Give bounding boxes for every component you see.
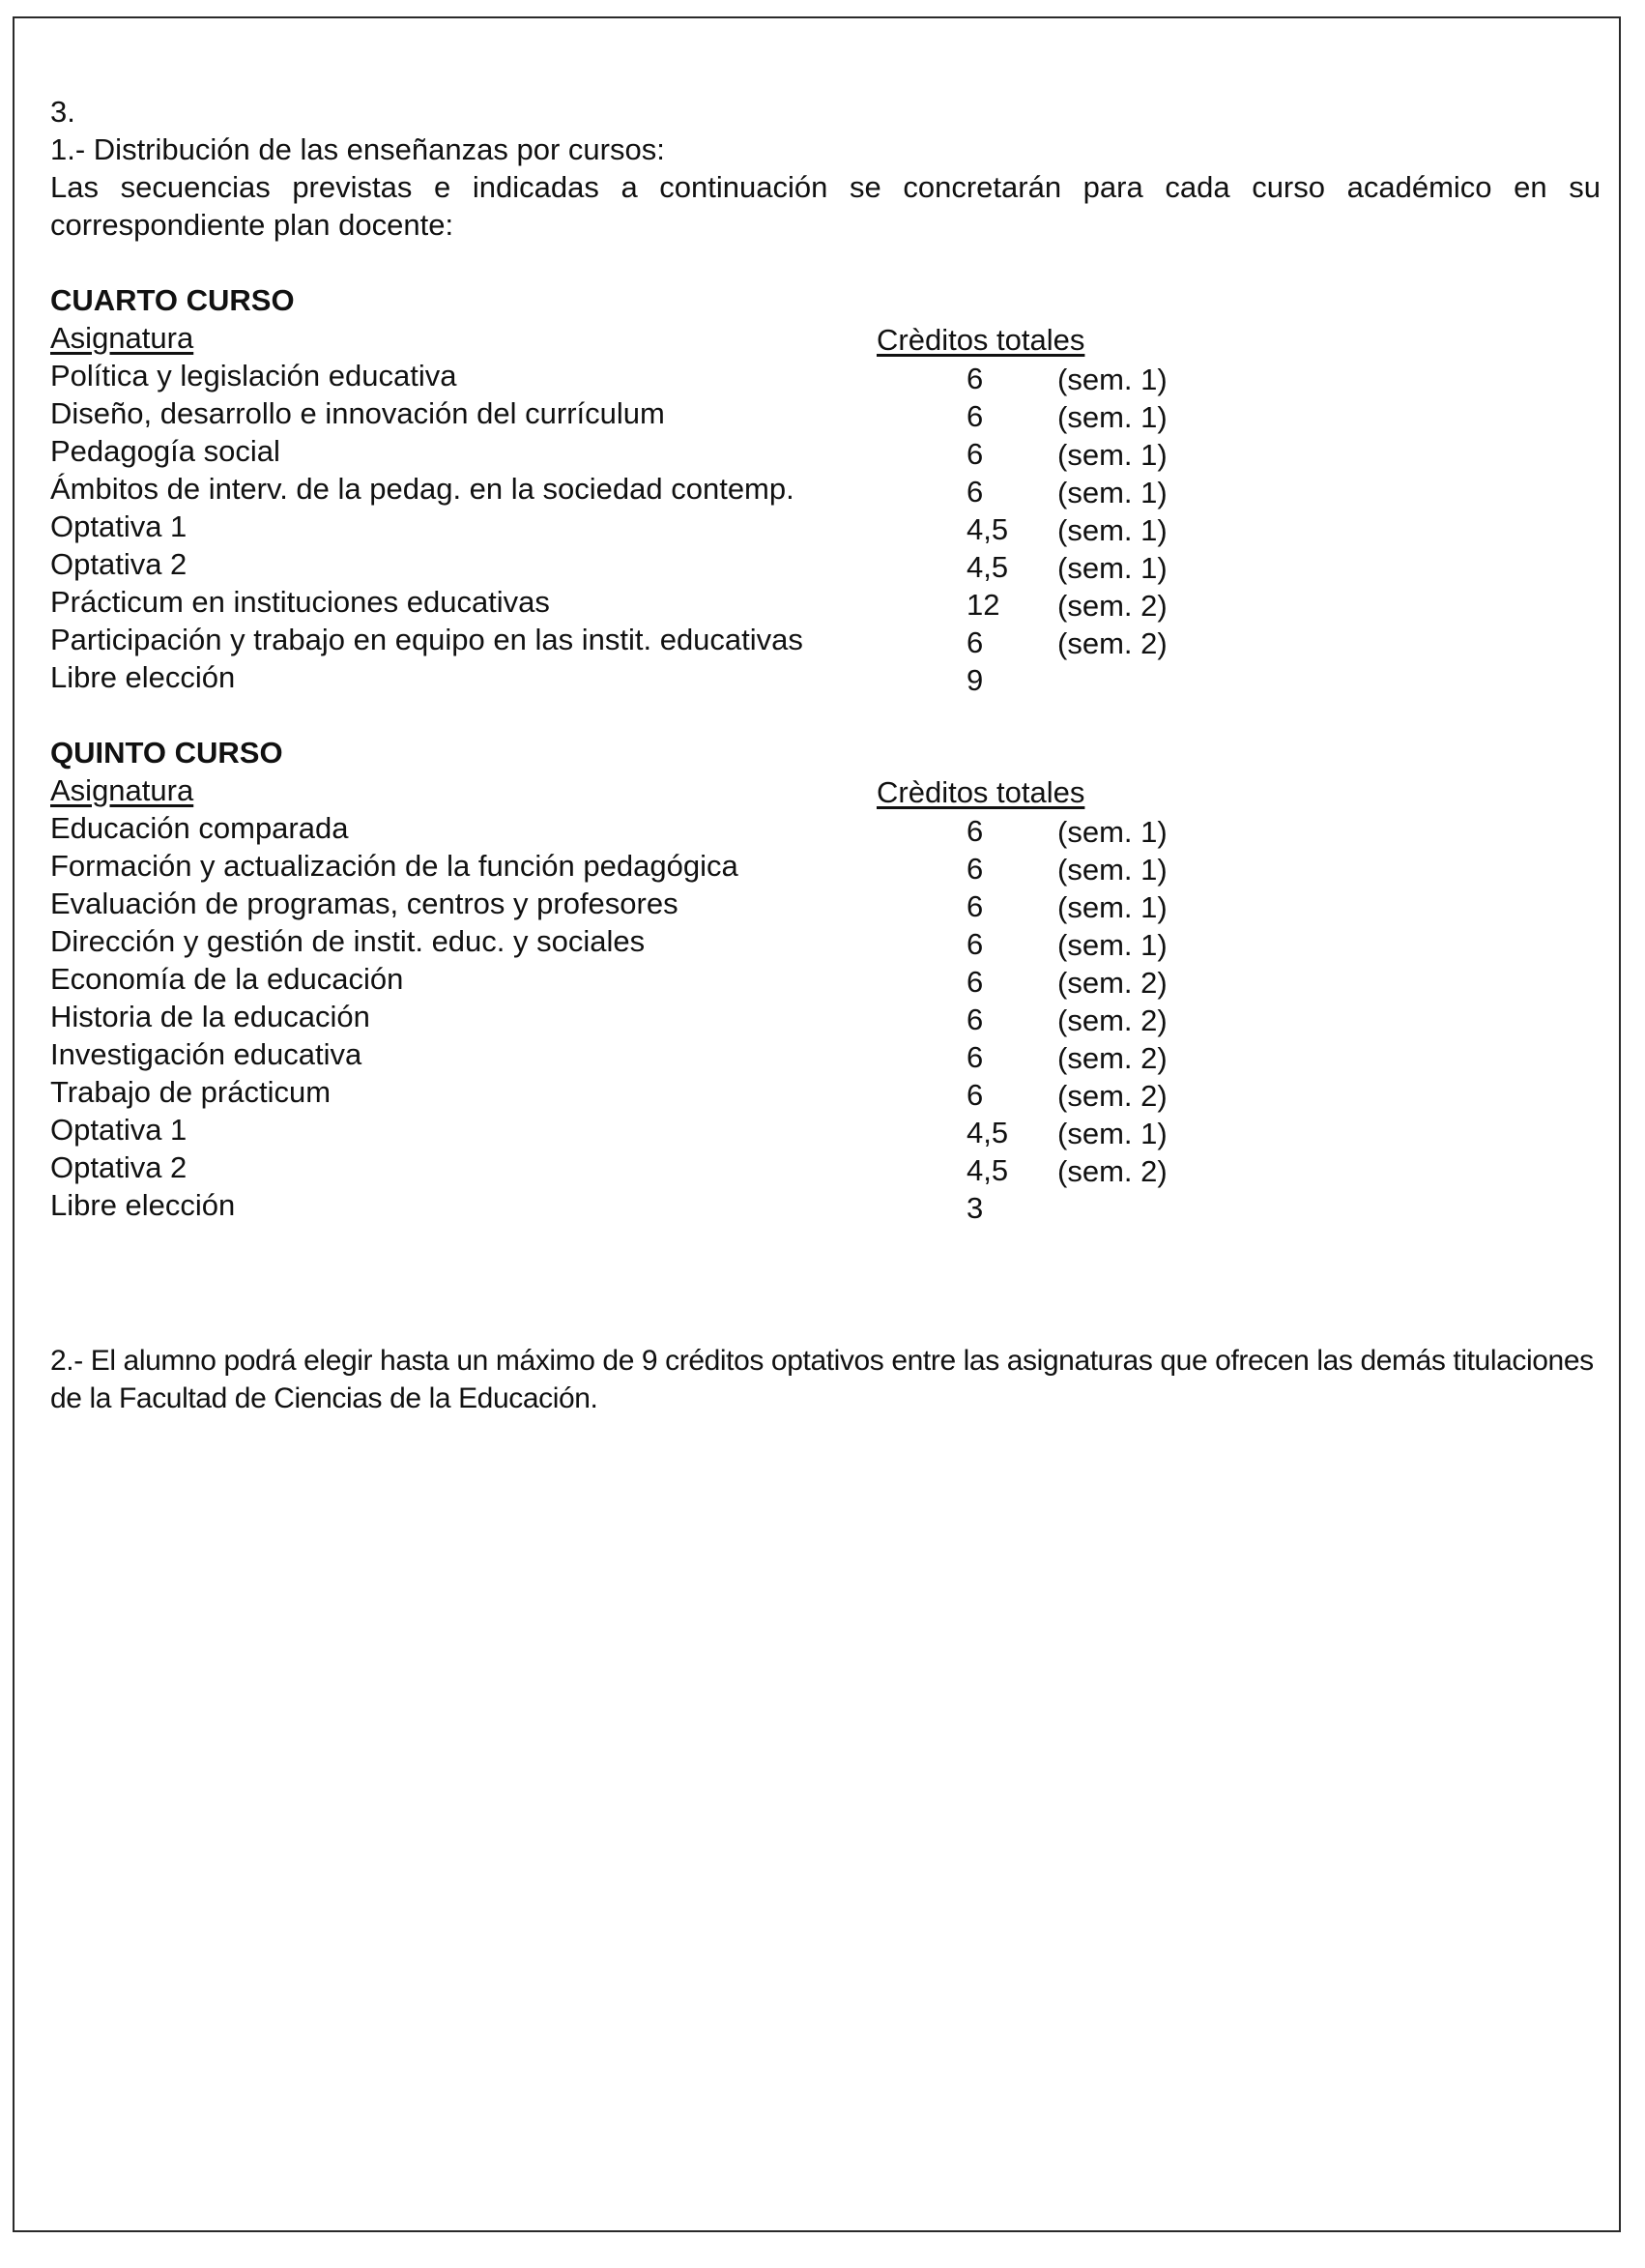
table-row — [50, 847, 1606, 885]
semester-value: (sem. 1) — [1057, 928, 1168, 962]
credits-value: 6 — [967, 965, 984, 999]
subject-name: Prácticum en instituciones educativas — [50, 585, 550, 619]
cuarto-table — [50, 357, 1606, 696]
semester-value: (sem. 1) — [1057, 513, 1168, 547]
semester-value: (sem. 1) — [1057, 438, 1168, 472]
subject-name: Libre elección — [50, 1188, 236, 1222]
cuarto-header-row — [50, 319, 1606, 357]
credits-value: 6 — [967, 814, 984, 848]
credits-value: 6 — [967, 475, 984, 509]
subject-name: Optativa 2 — [50, 547, 188, 581]
credits-value: 6 — [967, 625, 984, 659]
semester-value: (sem. 1) — [1057, 551, 1168, 585]
semester-value: (sem. 2) — [1057, 1154, 1168, 1188]
table-row — [50, 1111, 1606, 1149]
credits-value: 6 — [967, 1078, 984, 1112]
table-row — [50, 1186, 1606, 1224]
table-row — [50, 1035, 1606, 1073]
credits-value: 6 — [967, 1003, 984, 1036]
subject-name: Trabajo de prácticum — [50, 1075, 332, 1109]
credits-value: 6 — [967, 927, 984, 961]
semester-value: (sem. 1) — [1057, 815, 1168, 849]
semester-value: (sem. 1) — [1057, 890, 1168, 924]
credits-value: 9 — [967, 663, 984, 697]
credits-value: 4,5 — [967, 1153, 1009, 1187]
section-number: 3. — [50, 95, 75, 129]
cuarto-curso-title: CUARTO CURSO — [50, 283, 295, 317]
subject-name: Formación y actualización de la función pedagógica — [50, 849, 738, 883]
quinto-table — [50, 809, 1606, 1224]
subject-name: Pedagogía social — [50, 434, 280, 468]
credits-value: 12 — [967, 588, 1000, 622]
credits-value: 6 — [967, 1040, 984, 1074]
subject-name: Diseño, desarrollo e innovación del currículum — [50, 396, 665, 430]
credits-column-header: Crèditos totales — [877, 323, 1085, 357]
subject-name: Optativa 2 — [50, 1150, 188, 1184]
credits-value: 6 — [967, 362, 984, 395]
subject-name: Política y legislación educativa — [50, 359, 457, 393]
point2-text: 2.- El alumno podrá elegir hasta un máximo de 9 créditos optativos entre las asignaturas que ofrecen las demás titulaciones de la Facultad de Ciencias de la Educación. — [50, 1345, 1594, 1414]
table-row — [50, 621, 1606, 658]
table-row — [50, 922, 1606, 960]
table-row — [50, 470, 1606, 508]
table-row — [50, 885, 1606, 922]
subject-name: Dirección y gestión de instit. educ. y sociales — [50, 924, 646, 958]
table-row — [50, 1073, 1606, 1111]
semester-value: (sem. 2) — [1057, 626, 1168, 660]
semester-value: (sem. 2) — [1057, 589, 1168, 623]
subject-name: Participación y trabajo en equipo en las instit. educativas — [50, 623, 803, 656]
semester-value: (sem. 2) — [1057, 966, 1168, 1000]
table-row — [50, 583, 1606, 621]
credits-value: 4,5 — [967, 512, 1009, 546]
credits-value: 6 — [967, 852, 984, 886]
semester-value: (sem. 1) — [1057, 853, 1168, 887]
document-body — [50, 93, 1606, 1417]
credits-value: 4,5 — [967, 1116, 1009, 1149]
subject-name: Ámbitos de interv. de la pedag. en la sociedad contemp. — [50, 472, 794, 506]
semester-value: (sem. 2) — [1057, 1041, 1168, 1075]
table-row — [50, 394, 1606, 432]
table-row — [50, 508, 1606, 545]
semester-value: (sem. 2) — [1057, 1079, 1168, 1113]
table-row — [50, 357, 1606, 394]
semester-value: (sem. 1) — [1057, 363, 1168, 396]
subject-name: Investigación educativa — [50, 1037, 362, 1071]
credits-value: 6 — [967, 437, 984, 471]
table-row — [50, 998, 1606, 1035]
credits-value: 4,5 — [967, 550, 1009, 584]
subject-name: Optativa 1 — [50, 1113, 188, 1147]
subject-name: Evaluación de programas, centros y profesores — [50, 887, 678, 920]
credits-column-header: Crèditos totales — [877, 775, 1085, 809]
semester-value: (sem. 1) — [1057, 1117, 1168, 1150]
subject-name: Economía de la educación — [50, 962, 404, 996]
point1-heading: 1.- Distribución de las enseñanzas por cursos: — [50, 132, 665, 166]
quinto-curso-title: QUINTO CURSO — [50, 736, 283, 770]
quinto-header-row — [50, 771, 1606, 809]
subject-name: Historia de la educación — [50, 1000, 370, 1033]
credits-value: 3 — [967, 1191, 984, 1225]
subject-column-header: Asignatura — [50, 773, 194, 807]
table-row — [50, 1149, 1606, 1186]
credits-value: 6 — [967, 399, 984, 433]
semester-value: (sem. 1) — [1057, 400, 1168, 434]
table-row — [50, 809, 1606, 847]
table-row — [50, 545, 1606, 583]
subject-name: Optativa 1 — [50, 509, 188, 543]
credits-value: 6 — [967, 889, 984, 923]
subject-name: Educación comparada — [50, 811, 349, 845]
table-row — [50, 960, 1606, 998]
point1-text: Las secuencias previstas e indicadas a continuación se concretarán para cada curso académico en su correspondiente plan docente: — [50, 170, 1601, 242]
semester-value: (sem. 1) — [1057, 476, 1168, 509]
subject-column-header: Asignatura — [50, 321, 194, 355]
spacer — [50, 1224, 1606, 1342]
semester-value: (sem. 2) — [1057, 1003, 1168, 1037]
table-row — [50, 432, 1606, 470]
subject-name: Libre elección — [50, 660, 236, 694]
table-row — [50, 658, 1606, 696]
